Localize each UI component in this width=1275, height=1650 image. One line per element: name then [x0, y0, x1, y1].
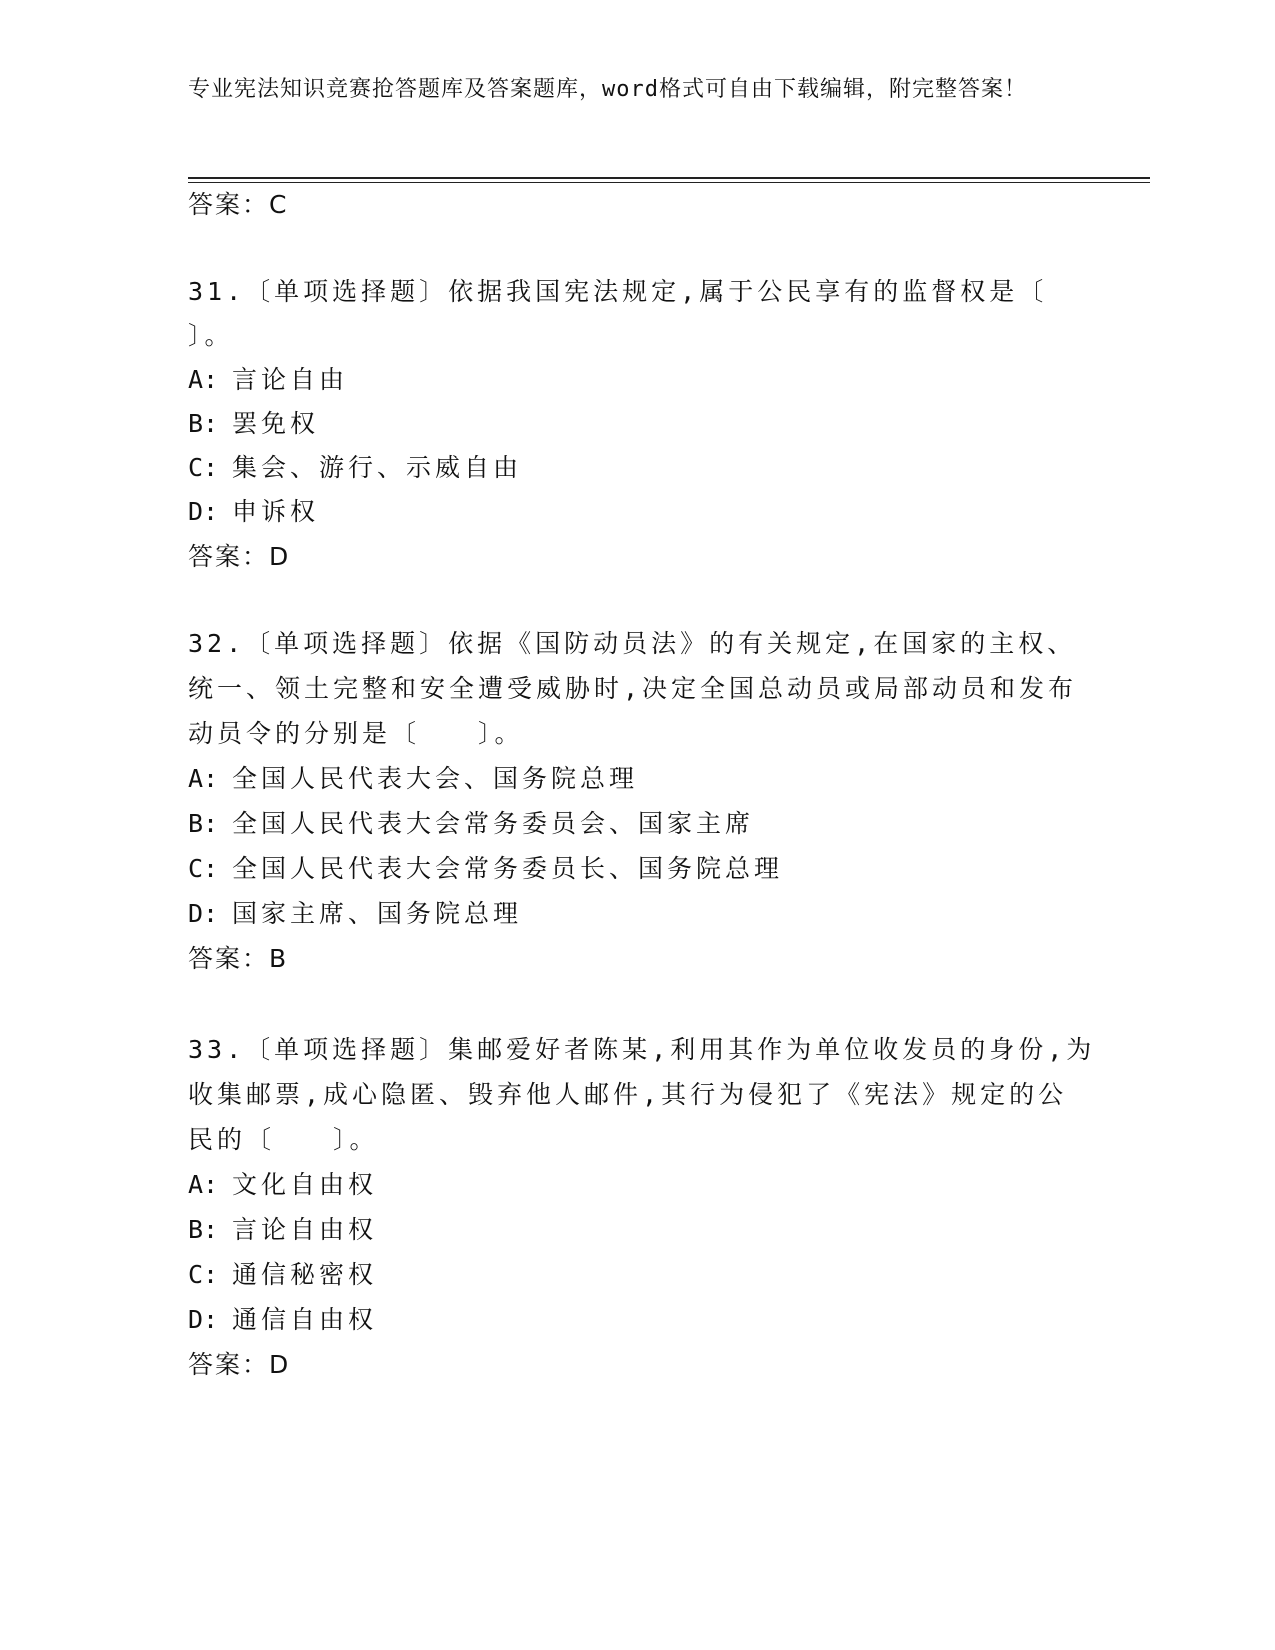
- question-31-line-1: 31.〔单项选择题〕依据我国宪法规定,属于公民享有的监督权是〔: [188, 277, 1048, 306]
- question-32-line-3: 动员令的分别是〔 〕。: [188, 719, 524, 748]
- question-32-line-2: 统一、领土完整和安全遭受威胁时,决定全国总动员或局部动员和发布: [188, 674, 1078, 703]
- option-text: 文化自由权: [232, 1170, 378, 1199]
- option-text: 通信自由权: [232, 1305, 378, 1334]
- answer-32: 答案：B: [188, 944, 289, 973]
- option-key: A:: [188, 764, 219, 793]
- option-key: D:: [188, 497, 219, 526]
- option-text: 国家主席、国务院总理: [232, 899, 523, 928]
- option-text: 罢免权: [232, 409, 320, 438]
- option-key: D:: [188, 1305, 219, 1334]
- option-key: B:: [188, 409, 219, 438]
- option-text: 言论自由权: [232, 1215, 378, 1244]
- option-key: C:: [188, 453, 219, 482]
- option-key: B:: [188, 809, 219, 838]
- answer-31: 答案：D: [188, 542, 291, 571]
- option-key: C:: [188, 1260, 219, 1289]
- option-text: 全国人民代表大会常务委员会、国家主席: [232, 809, 755, 838]
- header-rule-thin: [188, 182, 1150, 183]
- question-31-option-b: [188, 407, 319, 441]
- option-text: 言论自由: [232, 365, 349, 394]
- question-32-line-1: 32.〔单项选择题〕依据《国防动员法》的有关规定,在国家的主权、: [188, 629, 1077, 658]
- question-31-option-d: [188, 495, 319, 529]
- answer-33: 答案：D: [188, 1350, 291, 1379]
- question-32-option-c: [188, 852, 783, 886]
- option-key: D:: [188, 899, 219, 928]
- option-text: 全国人民代表大会、国务院总理: [232, 764, 639, 793]
- question-31-option-a: [188, 363, 348, 397]
- page-header-text: 专业宪法知识竞赛抢答题库及答案题库，word格式可自由下载编辑，附完整答案！: [188, 77, 1027, 102]
- question-32-option-a: [188, 762, 638, 796]
- option-key: A:: [188, 1170, 219, 1199]
- question-33-line-3: 民的〔 〕。: [188, 1125, 379, 1154]
- option-text: 通信秘密权: [232, 1260, 378, 1289]
- option-key: B:: [188, 1215, 219, 1244]
- option-text: 全国人民代表大会常务委员长、国务院总理: [232, 854, 784, 883]
- question-31-line-2: 〕。: [188, 321, 234, 350]
- header-rule-thick: [188, 177, 1150, 179]
- option-text: 集会、游行、示威自由: [232, 453, 523, 482]
- option-key: A:: [188, 365, 219, 394]
- question-33-option-d: [188, 1303, 377, 1337]
- question-33-option-b: [188, 1213, 377, 1247]
- question-32-option-d: [188, 897, 522, 931]
- question-33-line-1: 33.〔单项选择题〕集邮爱好者陈某,利用其作为单位收发员的身份,为: [188, 1035, 1096, 1064]
- question-32-option-b: [188, 807, 754, 841]
- option-key: C:: [188, 854, 219, 883]
- option-text: 申诉权: [232, 497, 320, 526]
- question-31-option-c: [188, 451, 522, 485]
- answer-prev: 答案：C: [188, 190, 289, 219]
- question-33-option-c: [188, 1258, 377, 1292]
- question-33-option-a: [188, 1168, 377, 1202]
- question-33-line-2: 收集邮票,成心隐匿、毁弃他人邮件,其行为侵犯了《宪法》规定的公: [188, 1080, 1068, 1109]
